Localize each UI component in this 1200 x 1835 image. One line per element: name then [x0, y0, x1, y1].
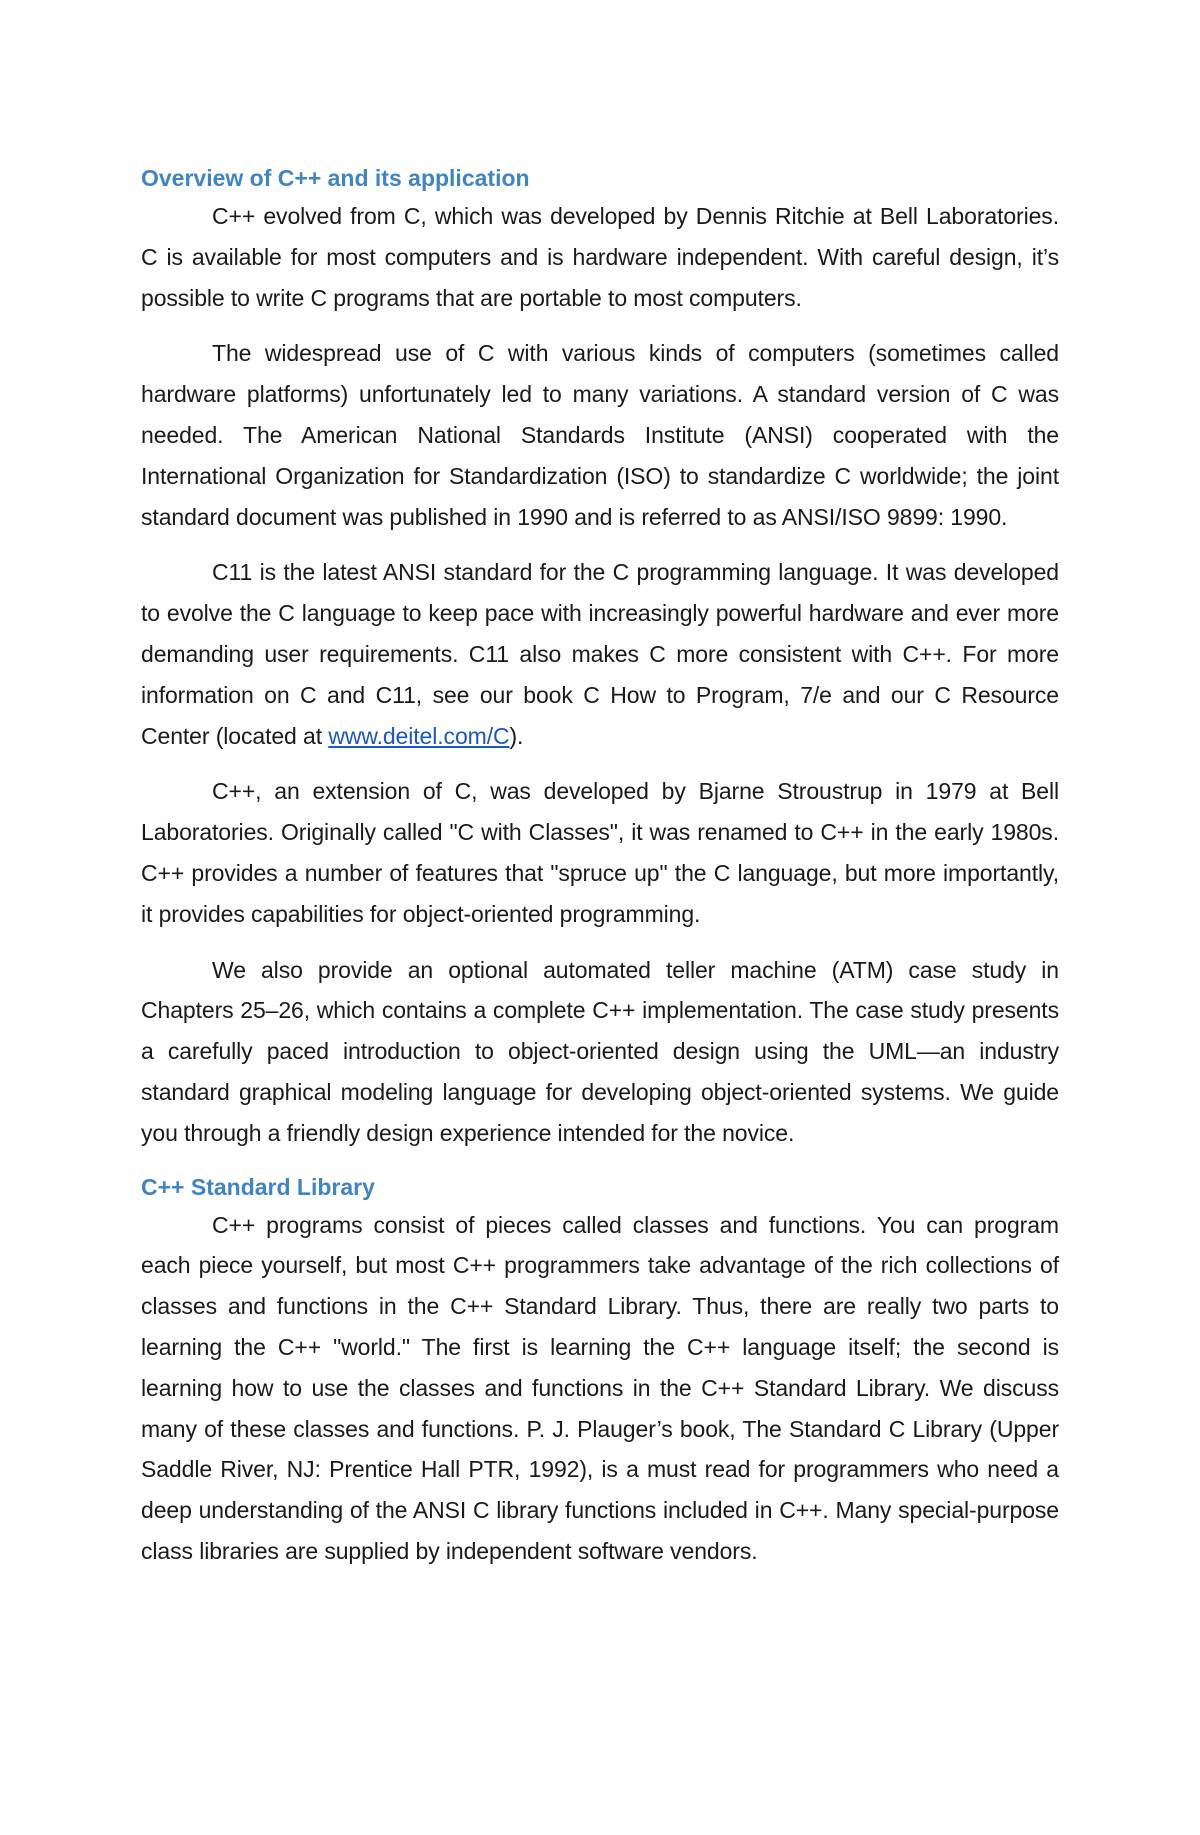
document-page [141, 160, 1059, 1587]
paragraph-c11-tail: ). [509, 722, 524, 749]
paragraph-ansi-standard: The widespread use of C with various kinds of computers (sometimes called hardware platforms) unfortunately led to many variations. A standard version of C was needed. The American National Standards Institute (ANSI) cooperated with the International Organization for Standardization (ISO) to standardize C worldwide; the joint standard document was published in 1990 and is referred to as ANSI/ISO 9899: 1990. [141, 340, 1059, 530]
paragraph-c-origins: C++ evolved from C, which was developed by Dennis Ritchie at Bell Laboratories. C is available for most computers and is hardware independent. With careful design, it’s possible to write C programs that are portable to most computers. [141, 203, 1059, 311]
deitel-c-link[interactable]: www.deitel.com/C [328, 722, 510, 749]
paragraph-c11-text: C11 is the latest ANSI standard for the C programming language. It was developed to evolve the C language to keep pace with increasingly powerful hardware and ever more demanding user requirements. C11 also makes C more consistent with C++. For more information on C and C11, see our book C How to Program, 7/e and our C Resource Center (located at [141, 559, 1059, 749]
section-heading-standard-library: C++ Standard Library [141, 1173, 375, 1200]
paragraph-atm-case-study: We also provide an optional automated teller machine (ATM) case study in Chapters 25–26, which contains a complete C++ implementation. The case study presents a carefully paced introduction to object-oriented design using the UML—an industry standard graphical modeling language for developing object-oriented systems. We guide you through a friendly design experience intended for the novice. [141, 956, 1059, 1146]
paragraph-cpp-extension: C++, an extension of C, was developed by Bjarne Stroustrup in 1979 at Bell Laboratories. Originally called "C with Classes", it was renamed to C++ in the early 1980s. C++ provides a number of features that "spruce up" the C language, but more importantly, it provides capabilities for object-oriented programming. [141, 778, 1059, 927]
paragraph-c11 [141, 552, 1059, 756]
paragraph-standard-library: C++ programs consist of pieces called classes and functions. You can program each piece yourself, but most C++ programmers take advantage of the rich collections of classes and functions in the C++ Standard Library. Thus, there are really two parts to learning the C++ "world." The first is learning the C++ language itself; the second is learning how to use the classes and functions in the C++ Standard Library. We discuss many of these classes and functions. P. J. Plauger’s book, The Standard C Library (Upper Saddle River, NJ: Prentice Hall PTR, 1992), is a must read for programmers who need a deep understanding of the ANSI C library functions included in C++. Many special-purpose class libraries are supplied by independent software vendors. [141, 1211, 1059, 1564]
section-heading-overview: Overview of C++ and its application [141, 165, 530, 191]
